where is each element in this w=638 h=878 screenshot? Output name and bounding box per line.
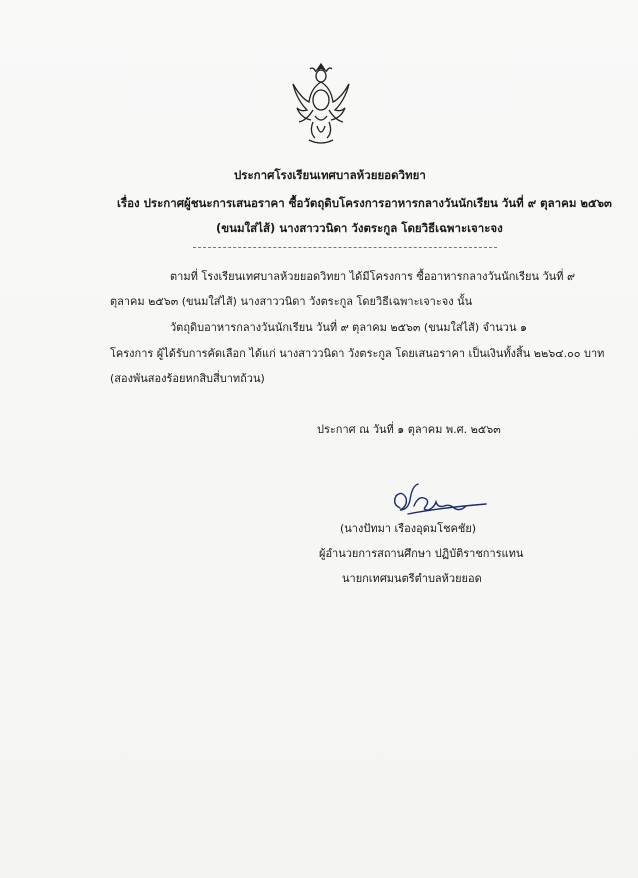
body-paragraph2-line2: โครงการ ผู้ได้รับการคัดเลือก ได้แก่ นางสาววนิดา วังตระกูล โดยเสนอราคา เป็นเงินทั้งสิ้น ๒๒๖๔.๐๐ บาท — [110, 347, 605, 360]
garuda-emblem-icon — [291, 60, 351, 146]
body-paragraph2-line3: (สองพันสองร้อยหกสิบสี่บาทถ้วน) — [110, 372, 265, 385]
announcement-subject-line1: เรื่อง ประกาศผู้ชนะการเสนอราคา ซื้อวัตถุดิบโครงการอาหารกลางวันนักเรียน วันที่ ๙ ตุลาคม ๒๕๖๓ — [117, 196, 612, 210]
announcement-subject-line2: (ขนมใส่ไส้) นางสาววนิดา วังตระกูล โดยวิธีเฉพาะเจาะจง — [216, 221, 503, 235]
signature-image — [372, 478, 488, 522]
body-paragraph1-line2: ตุลาคม ๒๕๖๓ (ขนมใส่ไส้) นางสาววนิดา วังตระกูล โดยวิธีเฉพาะเจาะจง นั้น — [110, 295, 473, 308]
signatory-position2: นายกเทศมนตรีตำบลห้วยยอด — [342, 572, 482, 585]
separator-line — [193, 247, 497, 248]
signatory-name: (นางปัทมา เรืองอุดมโชคชัย) — [340, 522, 477, 535]
body-paragraph2-line1: วัตถุดิบอาหารกลางวันนักเรียน วันที่ ๙ ตุลาคม ๒๕๖๓ (ขนมใส่ไส้) จำนวน ๑ — [170, 321, 527, 334]
signatory-position1: ผู้อำนวยการสถานศึกษา ปฏิบัติราชการแทน — [319, 547, 524, 560]
announcement-date: ประกาศ ณ วันที่ ๑ ตุลาคม พ.ศ. ๒๕๖๓ — [317, 423, 501, 436]
body-paragraph1-line1: ตามที่ โรงเรียนเทศบาลห้วยยอดวิทยา ได้มีโครงการ ซื้ออาหารกลางวันนักเรียน วันที่ ๙ — [170, 270, 576, 283]
announcement-title: ประกาศโรงเรียนเทศบาลห้วยยอดวิทยา — [234, 168, 426, 182]
